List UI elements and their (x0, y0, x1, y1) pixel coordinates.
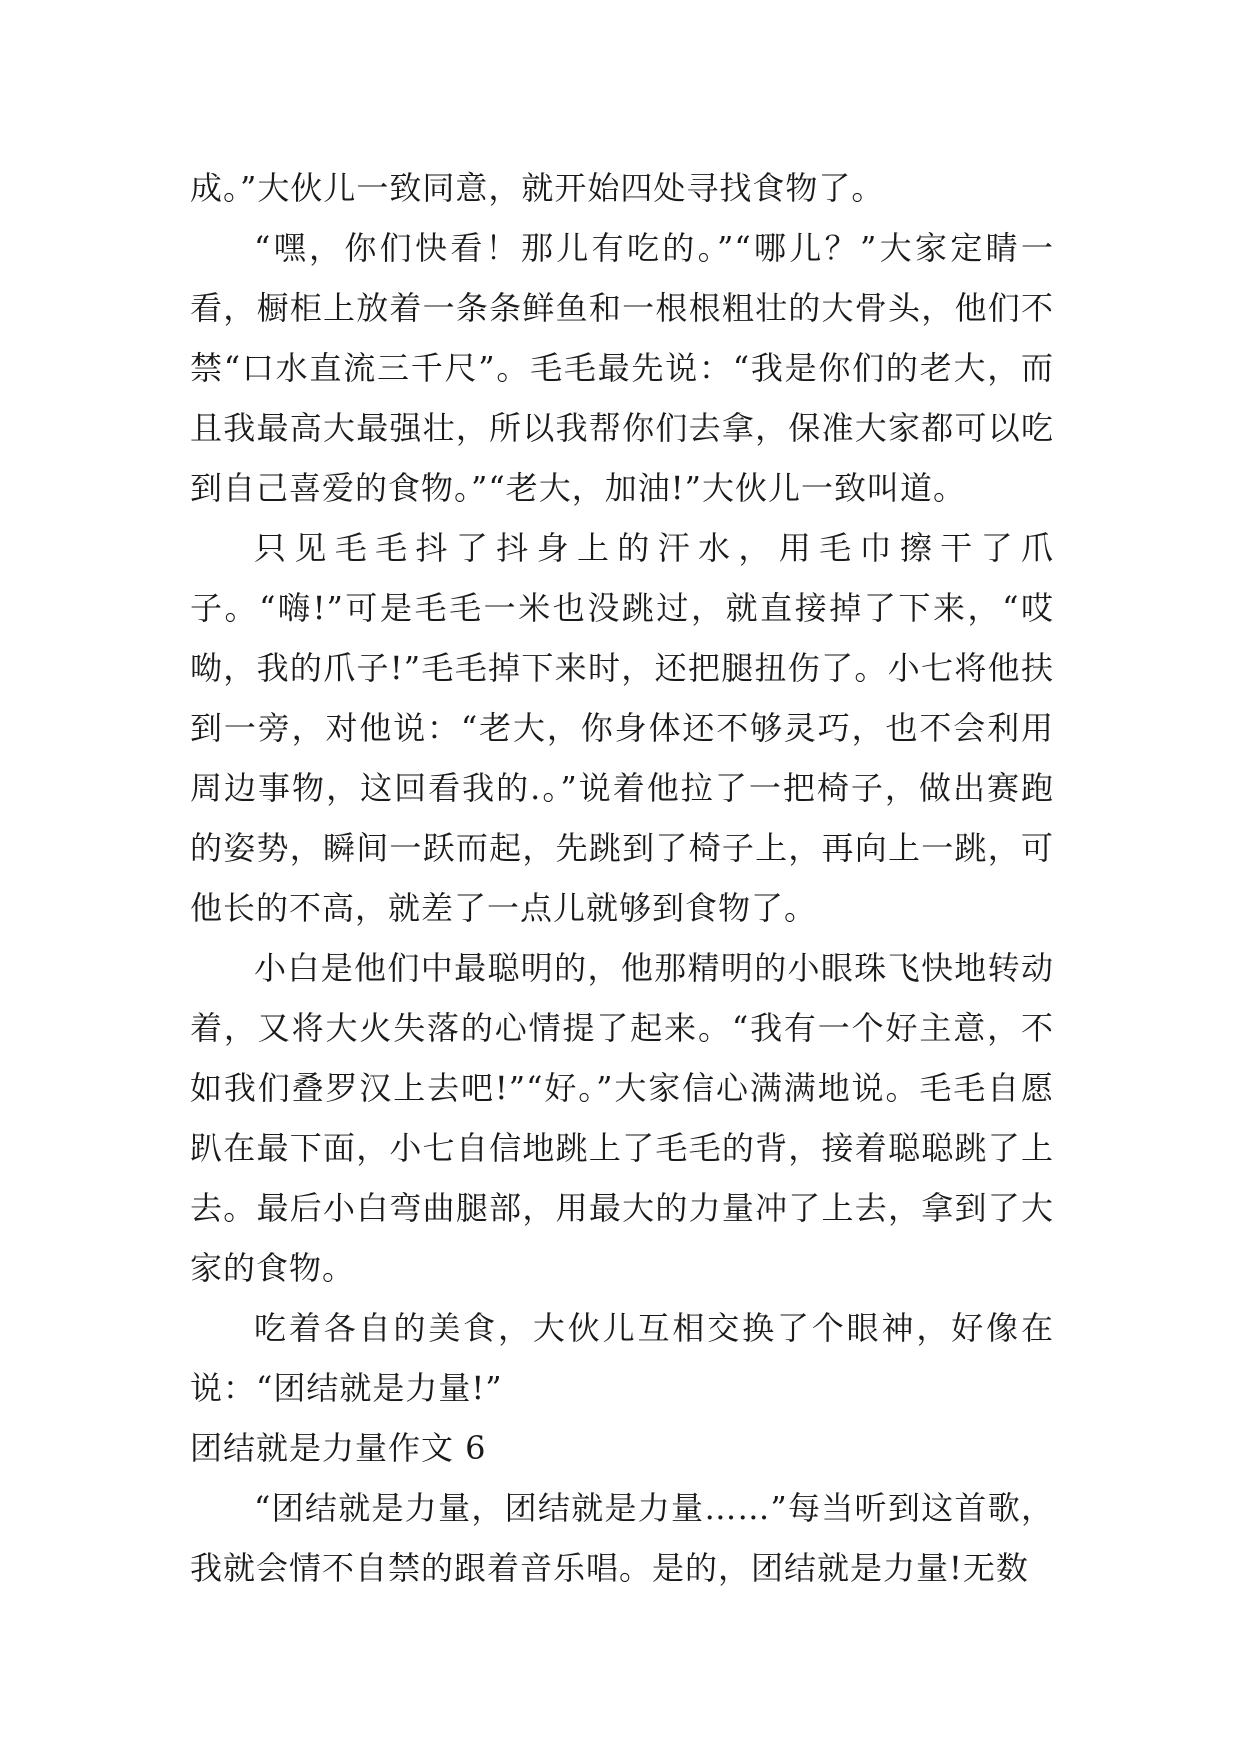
paragraph: 小白是他们中最聪明的，他那精明的小眼珠飞快地转动着，又将大火失落的心情提了起来。“我有一个好主意，不如我们叠罗汉上去吧!”“好。”大家信心满满地说。毛毛自愿趴在最下面，小七自信地跳上了毛毛的背，接着聪聪跳了上去。最后小白弯曲腿部，用最大的力量冲了上去，拿到了大家的食物。 (190, 949, 1054, 1287)
paragraph-continuation: 成。”大伙儿一致同意，就开始四处寻找食物了。 (190, 169, 885, 207)
section-heading: 团结就是力量作文 6 (190, 1429, 487, 1467)
document-body (190, 158, 1054, 1598)
paragraph: 只见毛毛抖了抖身上的汗水，用毛巾擦干了爪子。“嗨!”可是毛毛一米也没跳过，就直接掉了下来，“哎呦，我的爪子!”毛毛掉下来时，还把腿扭伤了。小七将他扶到一旁，对他说：“老大，你身体还不够灵巧，也不会利用周边事物，这回看我的.。”说着他拉了一把椅子，做出赛跑的姿势，瞬间一跃而起，先跳到了椅子上，再向上一跳，可他长的不高，就差了一点儿就够到食物了。 (190, 529, 1054, 927)
paragraph: 吃着各自的美食，大伙儿互相交换了个眼神，好像在说：“团结就是力量!” (190, 1309, 1054, 1407)
paragraph: “团结就是力量，团结就是力量……”每当听到这首歌，我就会情不自禁的跟着音乐唱。是的，团结就是力量!无数 (190, 1489, 1054, 1587)
paragraph: “嘿，你们快看！那儿有吃的。”“哪儿？”大家定睛一看，橱柜上放着一条条鲜鱼和一根根粗壮的大骨头，他们不禁“口水直流三千尺”。毛毛最先说：“我是你们的老大，而且我最高大最强壮，所以我帮你们去拿，保准大家都可以吃到自己喜爱的食物。”“老大，加油!”大伙儿一致叫道。 (190, 229, 1054, 507)
